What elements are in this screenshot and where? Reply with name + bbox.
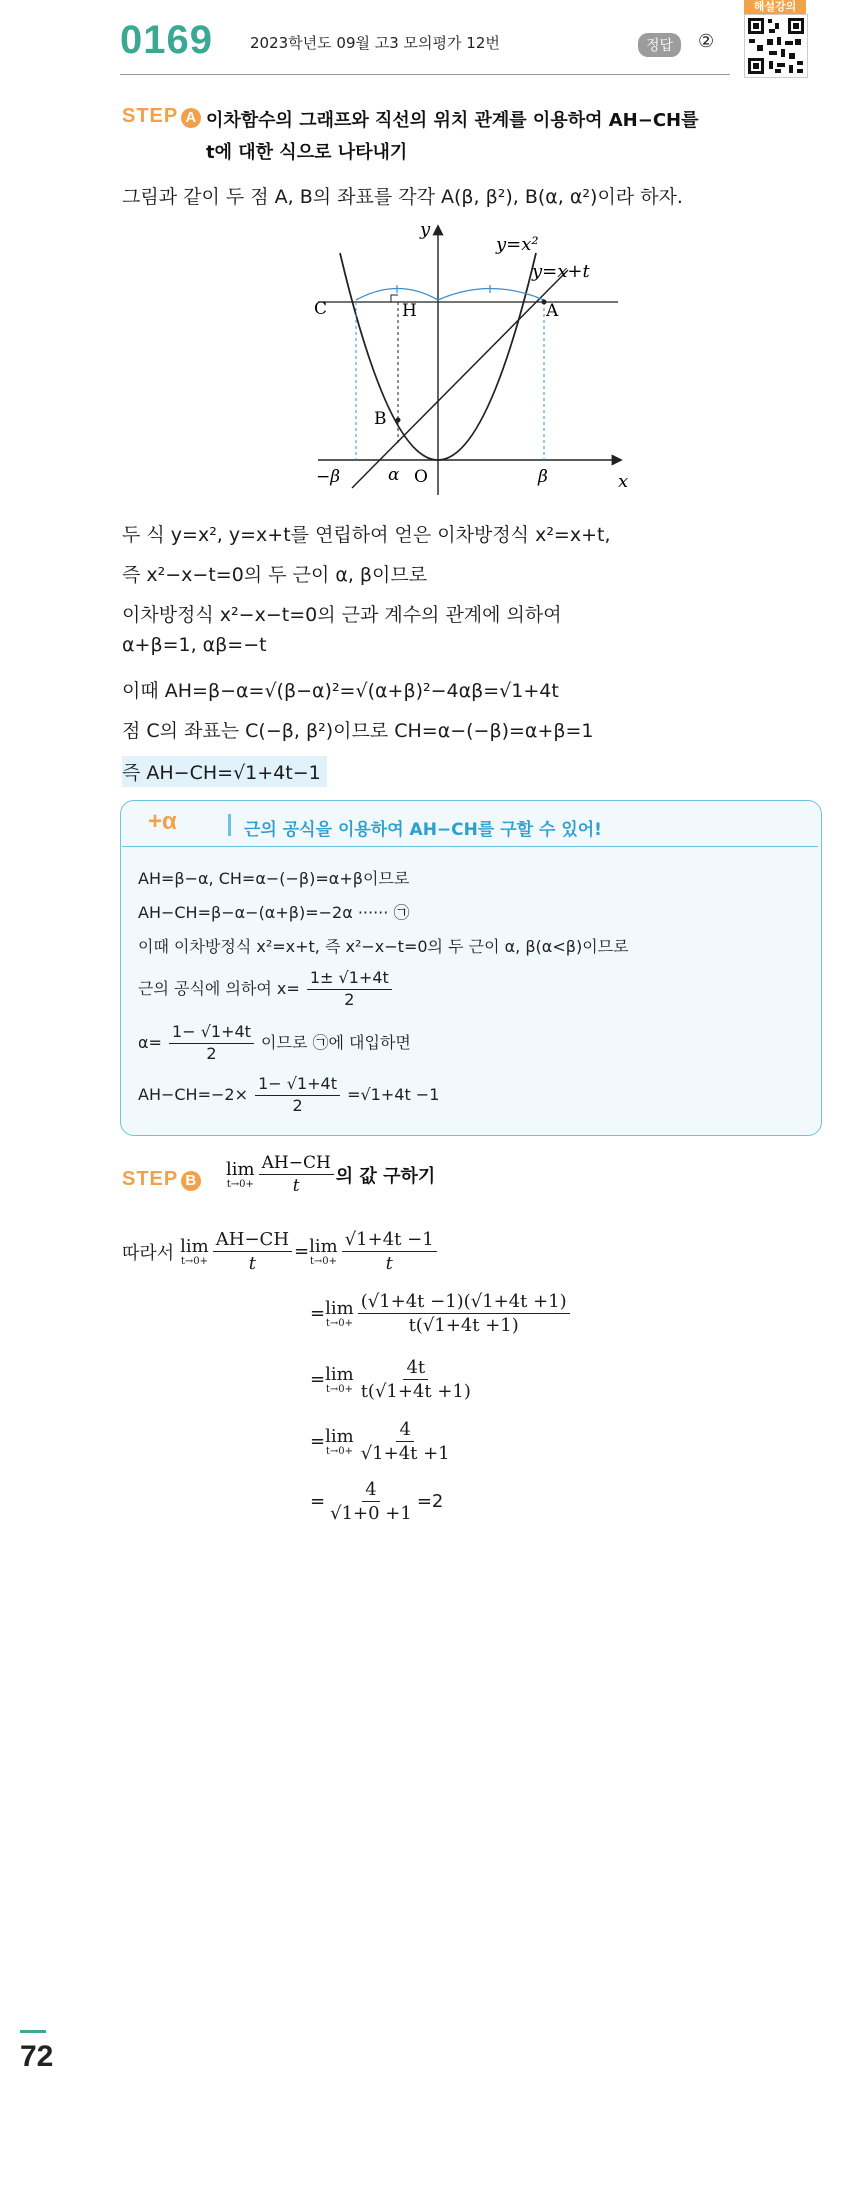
limit-r5-fraction: $\frac{4}{√1+0 +1}$ — [330, 1479, 412, 1525]
label-o: O — [414, 467, 428, 487]
eq-sign: = — [310, 1369, 326, 1391]
solution-line-4: α+β=1, αβ=−t — [122, 634, 267, 656]
lim-symbol: lim t→0+ — [325, 1426, 354, 1458]
tick-label-alpha: α — [388, 465, 400, 485]
lim-symbol: lim t→0+ — [180, 1236, 209, 1268]
header-divider — [120, 74, 730, 75]
limit-r4-fraction: $\frac{4}{√1+4t +1}$ — [360, 1419, 450, 1465]
answer-value: ② — [698, 31, 715, 52]
parabola-graph — [300, 215, 640, 505]
frac-num: 1− √1+4t — [255, 1074, 340, 1096]
step-b-circle: B — [181, 1171, 201, 1191]
step-a-label: STEP A — [122, 105, 201, 128]
eq-sign: = — [310, 1491, 326, 1513]
limit-line-5 — [310, 1478, 443, 1526]
box-line-5-fraction — [169, 1022, 254, 1065]
box-line-4-prefix: 근의 공식에 의하여 x= — [138, 978, 300, 998]
answer-badge: 정답 — [638, 33, 681, 57]
page-number: 72 — [20, 2040, 54, 2073]
label-h: H — [402, 301, 417, 321]
solution-line-6: 점 C의 좌표는 C(−β, β²)이므로 CH=α−(−β)=α+β=1 — [122, 720, 594, 742]
page-number-bar — [20, 2030, 46, 2033]
right-angle-mark — [391, 295, 398, 302]
solution-line-7: 즉 AH−CH=√1+4t−1 — [122, 756, 327, 787]
qr-label: 해설강의 — [744, 0, 806, 14]
box-line-5-prefix: α= — [138, 1032, 162, 1052]
solution-line-2: 즉 x²−x−t=0의 두 근이 α, β이므로 — [122, 564, 428, 586]
label-line: y=x+t — [532, 261, 590, 282]
qr-code[interactable] — [744, 14, 808, 78]
label-b: B — [374, 409, 387, 429]
step-b-fraction: $\frac{AH-CH}{t}$ — [259, 1152, 334, 1197]
box-line-6-suffix: =√1+4t −1 — [347, 1084, 440, 1104]
qr-code-icon — [745, 15, 807, 77]
frac-num: 1± √1+4t — [307, 968, 392, 990]
box-line-5-suffix: 이므로 ㉠에 대입하면 — [261, 1032, 411, 1052]
limit-r3-fraction: $\frac{4t}{t(√1+4t +1)}$ — [360, 1357, 471, 1403]
step-b-title — [226, 1152, 435, 1197]
step-b-label: STEP B — [122, 1168, 201, 1191]
tick-label-neg-beta: −β — [316, 467, 341, 487]
limit-line-4 — [310, 1418, 455, 1466]
step-a-title-line1: 이차함수의 그래프와 직선의 위치 관계를 이용하여 AH−CH를 — [206, 110, 699, 131]
solution-line-1: 두 식 y=x², y=x+t를 연립하여 얻은 이차방정식 x²=x+t, — [122, 524, 611, 546]
box-line-2: AH−CH=β−α−(α+β)=−2α ······ ㉠ — [138, 903, 410, 922]
frac-num: 1− √1+4t — [169, 1022, 254, 1044]
solution-line-5: 이때 AH=β−α=√(β−α)²=√(α+β)²−4αβ=√1+4t — [122, 680, 559, 702]
line-y-x-t — [352, 270, 568, 488]
lim-symbol: lim t→0+ — [309, 1236, 338, 1268]
label-a: A — [546, 301, 559, 321]
tick-label-beta: β — [538, 467, 548, 487]
lim-symbol: lim t→0+ — [325, 1364, 354, 1396]
step-a-circle: A — [181, 108, 201, 128]
limit-r2-fraction: $\frac{(√1+4t -1)(√1+4t +1)}{t(√1+4t +1)}$ — [358, 1290, 570, 1338]
eq-sign: = — [294, 1241, 310, 1263]
limit-line-2 — [310, 1290, 572, 1338]
label-y-axis: y — [420, 219, 431, 240]
box-line-4-fraction — [307, 968, 392, 1011]
label-x-axis: x — [618, 471, 629, 492]
box-title-rule — [122, 846, 818, 847]
box-line-5 — [138, 1022, 411, 1065]
box-title-divider — [228, 814, 231, 836]
limit-line-1 — [122, 1228, 439, 1276]
box-line-6 — [138, 1074, 439, 1117]
problem-number: 0169 — [120, 18, 213, 62]
box-line-6-fraction — [255, 1074, 340, 1117]
box-line-1: AH=β−α, CH=α−(−β)=α+β이므로 — [138, 869, 410, 888]
box-title: 근의 공식을 이용하여 AH−CH를 구할 수 있어! — [244, 820, 602, 840]
label-curve: y=x² — [496, 234, 539, 255]
point-b — [396, 418, 401, 423]
eq-sign: = — [310, 1431, 326, 1453]
eq-sign: = — [310, 1303, 326, 1325]
frac-den: 2 — [344, 989, 355, 1009]
limit-line-3 — [310, 1356, 476, 1404]
box-line-4 — [138, 968, 394, 1011]
intro-text: 그림과 같이 두 점 A, B의 좌표를 각각 A(β, β²), B(α, α²)이라 하자. — [122, 186, 683, 208]
plus-alpha-label: +α — [148, 808, 177, 835]
frac-den: 2 — [292, 1095, 303, 1115]
limit-prefix: 따라서 — [122, 1242, 175, 1264]
label-c: C — [314, 299, 328, 319]
box-line-6-prefix: AH−CH=−2× — [138, 1084, 248, 1104]
limit-l1-fraction: $\frac{AH-CH}{t}$ — [213, 1228, 292, 1276]
step-a-title-line2: t에 대한 식으로 나타내기 — [206, 142, 408, 163]
box-line-3: 이때 이차방정식 x²=x+t, 즉 x²−x−t=0의 두 근이 α, β(α<β)이므로 — [138, 937, 629, 956]
frac-den: 2 — [206, 1043, 217, 1063]
step-b-lim: lim t→0+ — [226, 1159, 255, 1191]
solution-line-3: 이차방정식 x²−x−t=0의 근과 계수의 관계에 의하여 — [122, 604, 562, 626]
final-result: =2 — [416, 1491, 444, 1513]
arc-ha — [438, 289, 544, 301]
lim-symbol: lim t→0+ — [325, 1298, 354, 1330]
limit-r1-fraction: $\frac{√1+4t -1}{t}$ — [342, 1228, 437, 1276]
step-b-suffix: 의 값 구하기 — [335, 1165, 436, 1187]
source-label: 2023학년도 09월 고3 모의평가 12번 — [250, 34, 500, 52]
